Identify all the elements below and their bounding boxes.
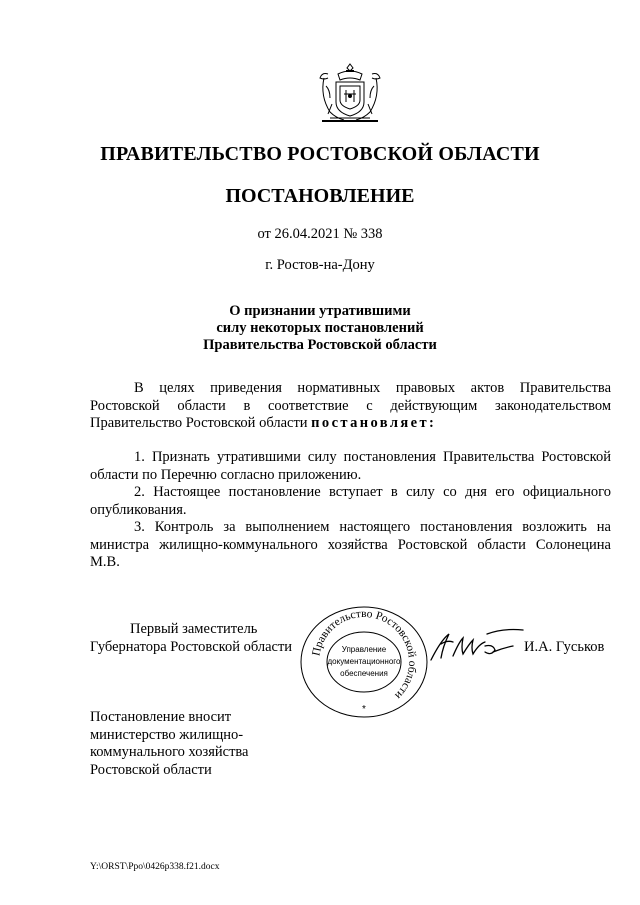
government-title: ПРАВИТЕЛЬСТВО РОСТОВСКОЙ ОБЛАСТИ (100, 143, 540, 165)
svg-text:Правительство Ростовской облас (310, 608, 418, 701)
submitter-line: коммунального хозяйства (90, 744, 249, 760)
document-place: г. Ростов-на-Дону (265, 257, 375, 273)
submitter-note (90, 709, 320, 779)
stamp-ring-text: Правительство Ростовской области (310, 607, 419, 702)
stamp-line: документационного (327, 657, 401, 666)
decree-item: 2. Настоящее постановление вступает в силу со дня его официального опубликования. (90, 484, 611, 518)
document-date-number: от 26.04.2021 № 338 (257, 226, 383, 242)
subject-line: О признании утратившими (229, 303, 411, 319)
preamble-text: В целях приведения нормативных правовых актов Правительства Ростовской области в соответствие с действующим законодательством Правительство Ростовской области (90, 380, 611, 431)
document-type: ПОСТАНОВЛЕНИЕ (225, 185, 415, 207)
file-path: Y:\ORST\Ppo\0426p338.f21.docx (90, 862, 220, 872)
position-line: Первый заместитель (130, 621, 258, 637)
official-stamp (297, 604, 431, 720)
handwritten-signature (427, 626, 527, 664)
coat-of-arms-icon (316, 60, 384, 126)
submitter-line: Постановление вносит (90, 709, 232, 725)
decree-item: 3. Контроль за выполнением настоящего постановления возложить на министра жилищно-коммунального хозяйства Ростовской области Солонецина М.В. (90, 519, 611, 570)
position-line: Губернатора Ростовской области (90, 638, 293, 655)
decree-items (90, 449, 611, 572)
signatory-position (90, 621, 320, 656)
preamble-paragraph (90, 380, 611, 433)
signatory-name: И.А. Гуськов (524, 639, 605, 655)
stamp-star: * (362, 704, 366, 715)
preamble (90, 380, 611, 433)
stamp-line: обеспечения (340, 669, 388, 678)
decree-word: постановляет: (311, 415, 437, 431)
document-subject (0, 303, 640, 354)
subject-line: Правительства Ростовской области (203, 337, 437, 353)
subject-line: силу некоторых постановлений (216, 320, 424, 336)
submitter-line: Ростовской области (90, 761, 212, 778)
decree-item: 1. Признать утратившими силу постановления Правительства Ростовской области по Перечню согласно приложению. (90, 449, 611, 483)
submitter-line: министерство жилищно- (90, 726, 244, 743)
stamp-line: Управление (341, 645, 387, 654)
